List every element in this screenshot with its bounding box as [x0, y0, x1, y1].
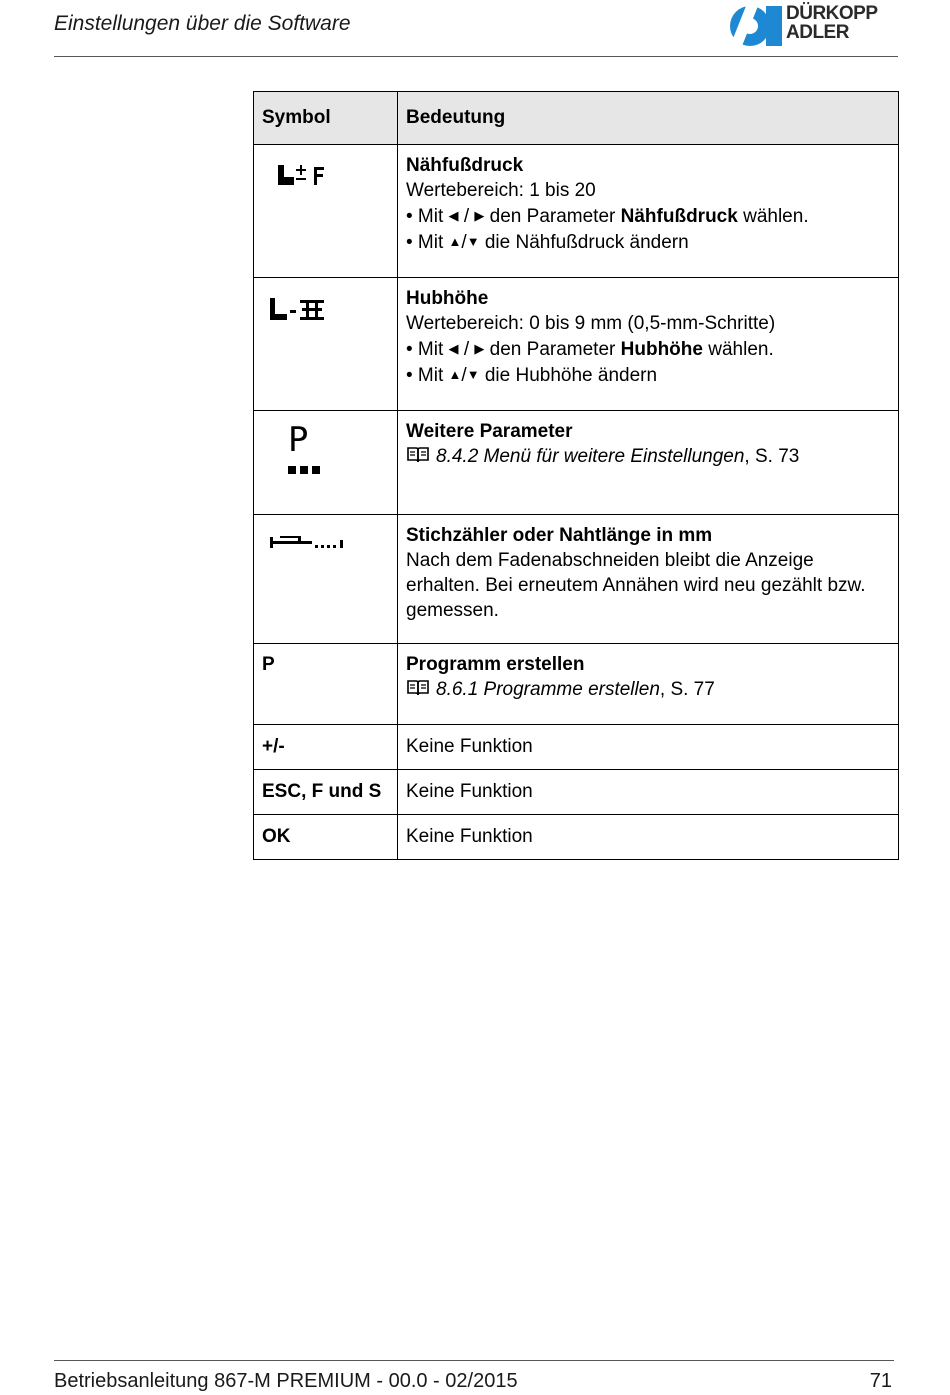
table-row: [254, 515, 899, 644]
page-header-title: Einstellungen über die Software: [54, 12, 351, 35]
dots-icon: [288, 465, 324, 475]
footer-document-info: Betriebsanleitung 867-M PREMIUM - 00.0 - 02/2015: [54, 1370, 518, 1392]
reference-link[interactable]: 8.4.2 Menü für weitere Einstellungen: [436, 446, 745, 467]
row-title: Programm erstellen: [406, 654, 585, 675]
row-range: Wertebereich: 0 bis 9 mm (0,5-mm-Schritte): [406, 313, 776, 334]
row-instruction-1: [406, 336, 890, 362]
logo-mark-icon: [728, 4, 784, 48]
row-title: Weitere Parameter: [406, 421, 573, 442]
instruction-end: wählen.: [708, 339, 774, 360]
page-number: 71: [869, 1370, 892, 1392]
table-row: [254, 815, 899, 860]
symbol-cell: [254, 145, 398, 278]
table-row: [254, 644, 899, 725]
instruction-separator: /: [461, 232, 467, 253]
meaning-cell: Keine Funktion: [398, 815, 899, 860]
reference-page: , S. 73: [744, 446, 800, 467]
table-row: [254, 411, 899, 515]
table-header-row: [254, 92, 899, 145]
arrow-right-icon: ▶: [474, 341, 485, 356]
book-icon: [406, 679, 430, 697]
arrow-down-icon: ▼: [466, 234, 480, 249]
symbol-cell: +/-: [254, 725, 398, 770]
symbol-cell: P: [254, 644, 398, 725]
meaning-cell: [398, 411, 899, 515]
row-text-3: gemessen.: [406, 600, 499, 621]
symbol-cell: [254, 515, 398, 644]
reference-link[interactable]: 8.6.1 Programme erstellen: [436, 679, 660, 700]
instruction-end: wählen.: [743, 206, 809, 227]
instruction-text: den Parameter: [489, 339, 616, 360]
meaning-cell: [398, 278, 899, 411]
row-title: Nähfußdruck: [406, 155, 524, 176]
row-title: Stichzähler oder Nahtlänge in mm: [406, 525, 713, 546]
instruction-prefix: • Mit: [406, 206, 444, 227]
row-instruction-2: [406, 362, 890, 388]
arrow-right-icon: ▶: [474, 208, 485, 223]
instruction-param: Nähfußdruck: [620, 206, 738, 227]
row-instruction-2: [406, 229, 890, 255]
meaning-cell: Keine Funktion: [398, 725, 899, 770]
arrow-left-icon: ◀: [448, 208, 459, 223]
more-parameters-letter: P: [288, 420, 309, 460]
arrow-up-icon: ▲: [448, 234, 462, 249]
instruction-prefix: • Mit: [406, 232, 444, 253]
row-text-1: Nach dem Fadenabschneiden bleibt die Anzeige: [406, 550, 814, 571]
instruction-param: Hubhöhe: [620, 339, 703, 360]
symbol-table: [253, 91, 899, 860]
instruction-separator: /: [463, 206, 470, 227]
instruction-prefix: • Mit: [406, 365, 444, 386]
row-reference: [406, 677, 890, 702]
header-symbol: Symbol: [254, 92, 398, 145]
symbol-cell: [254, 411, 398, 515]
meaning-cell: [398, 515, 899, 644]
instruction-text: die Nähfußdruck ändern: [484, 232, 689, 253]
table-row: [254, 770, 899, 815]
book-icon: [406, 446, 430, 464]
meaning-cell: Keine Funktion: [398, 770, 899, 815]
row-reference: [406, 444, 890, 469]
instruction-text: die Hubhöhe ändern: [484, 365, 658, 386]
table-row: [254, 725, 899, 770]
symbol-cell: [254, 278, 398, 411]
arrow-left-icon: ◀: [448, 341, 459, 356]
row-instruction-1: [406, 203, 890, 229]
presser-foot-pressure-icon: [276, 161, 336, 191]
arrow-down-icon: ▼: [466, 367, 480, 382]
logo-line-1: DÜRKOPP: [786, 3, 878, 24]
stitch-counter-icon: [268, 531, 348, 551]
arrow-up-icon: ▲: [448, 367, 462, 382]
meaning-cell: [398, 644, 899, 725]
instruction-prefix: • Mit: [406, 339, 444, 360]
table-row: [254, 278, 899, 411]
footer-divider: [54, 1360, 894, 1361]
logo-wordmark: [786, 4, 878, 42]
instruction-separator: /: [463, 339, 470, 360]
more-parameters-icon: [288, 420, 328, 483]
symbol-cell: ESC, F und S: [254, 770, 398, 815]
header-divider: [54, 56, 898, 57]
row-text-2: erhalten. Bei erneutem Annähen wird neu gezählt bzw.: [406, 575, 866, 596]
duerkopp-adler-logo: [728, 4, 900, 48]
stroke-height-icon: [268, 296, 332, 326]
reference-page: , S. 77: [659, 679, 715, 700]
table-row: [254, 145, 899, 278]
instruction-separator: /: [461, 365, 467, 386]
header-meaning: Bedeutung: [398, 92, 899, 145]
meaning-cell: [398, 145, 899, 278]
row-title: Hubhöhe: [406, 288, 489, 309]
logo-line-2: ADLER: [786, 22, 849, 43]
instruction-text: den Parameter: [489, 206, 616, 227]
symbol-cell: OK: [254, 815, 398, 860]
row-range: Wertebereich: 1 bis 20: [406, 180, 596, 201]
